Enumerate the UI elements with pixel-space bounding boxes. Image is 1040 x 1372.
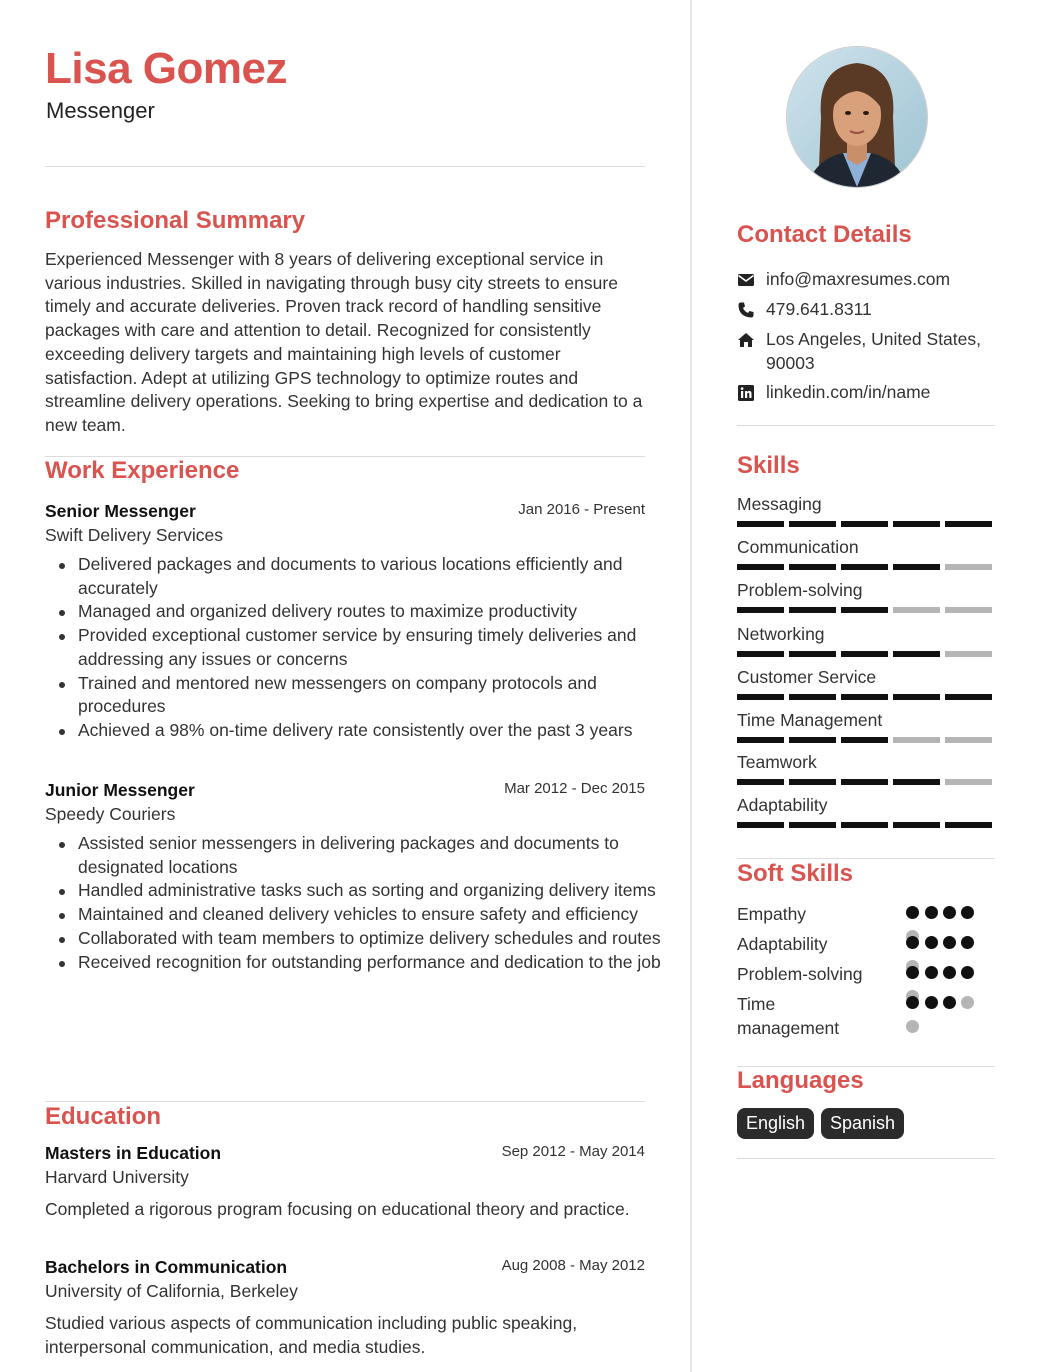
contact-linkedin-text: linkedin.com/in/name: [766, 382, 931, 402]
skill-segment-filled: [737, 564, 784, 570]
soft-skills-heading: Soft Skills: [737, 860, 854, 887]
job-bullet: Assisted senior messengers in delivering packages and documents to designated locations: [78, 832, 678, 879]
rating-dot-filled: [925, 906, 938, 919]
soft-skill-name: Problem-solving: [737, 964, 863, 984]
rating-dot-filled: [943, 936, 956, 949]
job-title: Junior Messenger: [45, 780, 195, 800]
education-description: Completed a rigorous program focusing on educational theory and practice.: [45, 1199, 630, 1219]
skill-level-bar: [737, 521, 993, 527]
contact-phone-text: 479.641.8311: [766, 299, 872, 319]
summary-text: Experienced Messenger with 8 years of delivering exceptional service in various industries. Skilled in navigating through busy city streets to ensure timely and accurate deliveries. Proven track record of handling sensitive packages with care and attention to detail. Recognized for consistently exceeding delivery targets and maintaining high levels of customer satisfaction. Adept at utilizing GPS technology to optimize routes and streamline delivery operations. Seeking to bring expertise and dedication to a new team.: [45, 249, 643, 435]
soft-skill-name: Empathy: [737, 904, 807, 924]
skill-segment-filled: [893, 564, 940, 570]
skill-segment-empty: [893, 607, 940, 613]
home-icon: [737, 331, 755, 349]
job-bullet: Trained and mentored new messengers on company protocols and procedures: [78, 672, 678, 719]
education-dates: Aug 2008 - May 2012: [501, 1257, 645, 1274]
job-company: Speedy Couriers: [45, 804, 176, 824]
job-bullet: Delivered packages and documents to various locations efficiently and accurately: [78, 553, 678, 600]
rating-dot-filled: [943, 966, 956, 979]
skill-segment-filled: [893, 521, 940, 527]
contact-email-text: info@maxresumes.com: [766, 269, 951, 289]
rating-dot-filled: [943, 996, 956, 1009]
skills-heading: Skills: [737, 452, 800, 479]
rating-dot-filled: [925, 996, 938, 1009]
skill-name: Customer Service: [737, 667, 877, 687]
rating-dot-filled: [906, 936, 919, 949]
skill-segment-filled: [841, 607, 888, 613]
envelope-icon: [737, 271, 755, 289]
skill-segment-filled: [945, 521, 992, 527]
skill-segment-filled: [841, 521, 888, 527]
language-badge: Spanish: [821, 1108, 904, 1139]
job-bullet: Maintained and cleaned delivery vehicles to ensure safety and efficiency: [78, 903, 678, 927]
rating-dot-filled: [906, 906, 919, 919]
rating-dot-filled: [906, 996, 919, 1009]
skill-name: Messaging: [737, 494, 822, 514]
job-dates: Mar 2012 - Dec 2015: [504, 780, 645, 797]
skill-name: Teamwork: [737, 752, 817, 772]
school: Harvard University: [45, 1167, 189, 1187]
job-title: Senior Messenger: [45, 501, 196, 521]
contact-address-text: Los Angeles, United States, 90003: [766, 329, 981, 373]
profile-photo-illustration: [787, 47, 927, 187]
skill-level-bar: [737, 607, 993, 613]
skill-level-bar: [737, 779, 993, 785]
rating-dot-filled: [961, 906, 974, 919]
skill-segment-filled: [789, 651, 836, 657]
summary-heading: Professional Summary: [45, 207, 306, 234]
skill-segment-filled: [737, 822, 784, 828]
skill-segment-filled: [945, 694, 992, 700]
skill-segment-filled: [789, 694, 836, 700]
rating-dot-filled: [961, 966, 974, 979]
skill-segment-filled: [789, 822, 836, 828]
rating-dot-empty: [961, 996, 974, 1009]
skill-segment-filled: [841, 737, 888, 743]
skill-segment-filled: [893, 822, 940, 828]
school: University of California, Berkeley: [45, 1281, 298, 1301]
skill-segment-filled: [789, 779, 836, 785]
skill-segment-filled: [841, 779, 888, 785]
skill-level-bar: [737, 737, 993, 743]
skill-segment-filled: [841, 694, 888, 700]
skill-segment-filled: [737, 779, 784, 785]
skill-segment-filled: [789, 521, 836, 527]
skill-segment-filled: [789, 607, 836, 613]
skill-name: Communication: [737, 537, 859, 557]
contact-divider: [737, 425, 995, 426]
education-description: Studied various aspects of communication including public speaking, interpersonal communication, and media studies.: [45, 1313, 578, 1357]
skill-segment-filled: [893, 694, 940, 700]
job-bullet: Provided exceptional customer service by ensuring timely deliveries and addressing any issues or concerns: [78, 624, 678, 671]
skill-segment-filled: [841, 564, 888, 570]
skill-segment-empty: [945, 779, 992, 785]
rating-dot-filled: [943, 906, 956, 919]
candidate-name: Lisa Gomez: [45, 44, 287, 93]
skill-level-bar: [737, 564, 993, 570]
skill-segment-filled: [841, 822, 888, 828]
skill-name: Adaptability: [737, 795, 828, 815]
skill-segment-filled: [737, 694, 784, 700]
skill-name: Problem-solving: [737, 580, 863, 600]
skill-name: Time Management: [737, 710, 883, 730]
job-bullet: Collaborated with team members to optimize delivery schedules and routes: [78, 927, 678, 951]
skill-segment-filled: [737, 607, 784, 613]
skill-segment-empty: [945, 564, 992, 570]
skill-segment-filled: [789, 564, 836, 570]
languages-divider: [737, 1158, 995, 1159]
education-heading: Education: [45, 1103, 162, 1130]
rating-dot-empty: [906, 1020, 919, 1033]
education-dates: Sep 2012 - May 2014: [501, 1143, 645, 1160]
skill-segment-filled: [789, 737, 836, 743]
job-bullet: Managed and organized delivery routes to maximize productivity: [78, 600, 678, 624]
job-bullet: Received recognition for outstanding performance and dedication to the job: [78, 951, 678, 975]
skill-segment-filled: [893, 779, 940, 785]
skill-level-bar: [737, 694, 993, 700]
skill-segment-filled: [841, 651, 888, 657]
skill-segment-filled: [737, 521, 784, 527]
profile-photo: [786, 46, 928, 188]
skill-level-bar: [737, 822, 993, 828]
skill-segment-filled: [737, 737, 784, 743]
experience-divider: [45, 1101, 645, 1102]
job-bullet: Achieved a 98% on-time delivery rate consistently over the past 3 years: [78, 719, 678, 743]
candidate-role: Messenger: [46, 98, 155, 123]
soft-skill-name: Time management: [737, 994, 840, 1038]
skill-segment-empty: [945, 651, 992, 657]
languages-heading: Languages: [737, 1067, 864, 1094]
skills-divider: [737, 858, 995, 859]
rating-dot-filled: [906, 966, 919, 979]
skill-segment-empty: [945, 607, 992, 613]
degree: Masters in Education: [45, 1143, 222, 1163]
header-divider: [45, 166, 645, 167]
rating-dot-filled: [925, 936, 938, 949]
degree: Bachelors in Communication: [45, 1257, 288, 1277]
skill-level-bar: [737, 651, 993, 657]
soft-skill-name: Adaptability: [737, 934, 828, 954]
contact-heading: Contact Details: [737, 221, 912, 248]
job-bullet: Handled administrative tasks such as sorting and organizing delivery items: [78, 879, 678, 903]
skill-segment-filled: [737, 651, 784, 657]
column-divider: [690, 0, 692, 1372]
rating-dot-filled: [925, 966, 938, 979]
rating-dot-filled: [961, 936, 974, 949]
skill-segment-filled: [893, 651, 940, 657]
language-badge: English: [737, 1108, 814, 1139]
experience-heading: Work Experience: [45, 457, 240, 484]
job-bullets: [45, 832, 678, 974]
skill-segment-filled: [945, 822, 992, 828]
skill-segment-empty: [945, 737, 992, 743]
job-company: Swift Delivery Services: [45, 525, 223, 545]
job-dates: Jan 2016 - Present: [518, 501, 645, 518]
phone-icon: [737, 301, 755, 319]
job-bullets: [45, 553, 678, 743]
skill-segment-empty: [893, 737, 940, 743]
linkedin-icon: [737, 384, 755, 402]
skill-name: Networking: [737, 624, 825, 644]
